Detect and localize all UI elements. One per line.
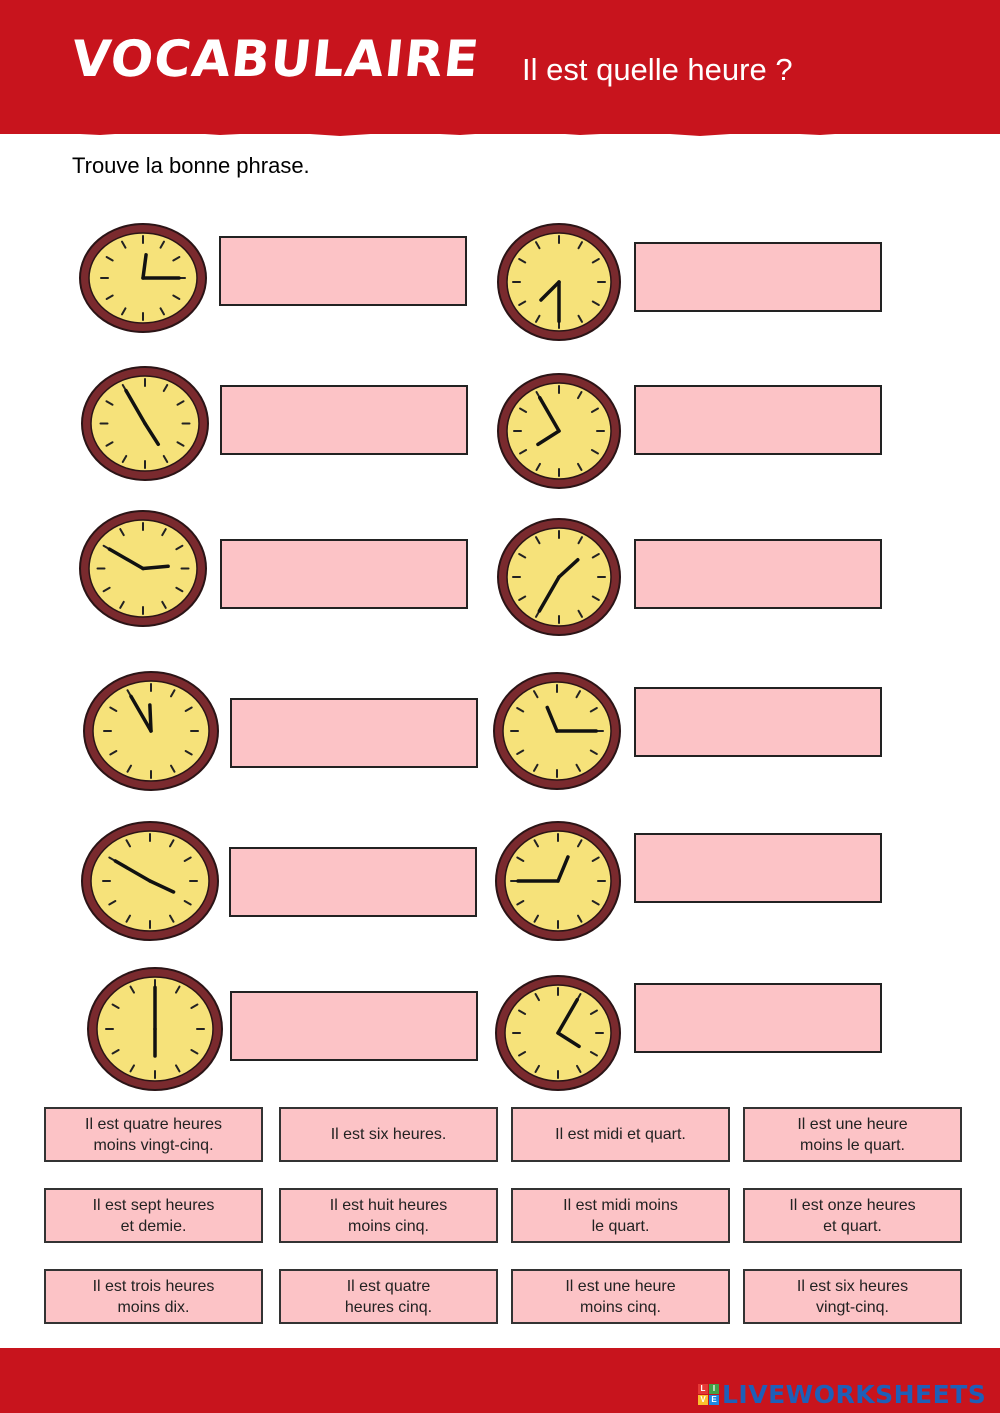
clock-face — [494, 820, 622, 942]
phrase-tile[interactable]: Il est midi moins le quart. — [511, 1188, 730, 1243]
clock-face — [80, 820, 220, 942]
answer-field[interactable] — [634, 242, 882, 312]
phrase-tile[interactable]: Il est une heure moins cinq. — [511, 1269, 730, 1324]
answer-field[interactable] — [220, 539, 468, 609]
phrase-tile[interactable]: Il est trois heures moins dix. — [44, 1269, 263, 1324]
hour-hand — [143, 566, 168, 568]
clock-face — [496, 222, 622, 342]
clock-face — [78, 509, 208, 628]
phrase-tile[interactable]: Il est midi et quart. — [511, 1107, 730, 1162]
logo-text: LIVEWORKSHEETS — [722, 1380, 987, 1409]
answer-field[interactable] — [230, 698, 478, 768]
clock-face — [496, 372, 622, 490]
phrase-tile[interactable]: Il est huit heures moins cinq. — [279, 1188, 498, 1243]
phrase-tile[interactable]: Il est une heure moins le quart. — [743, 1107, 962, 1162]
liveworksheets-logo — [698, 1380, 986, 1409]
phrase-tile[interactable]: Il est sept heures et demie. — [44, 1188, 263, 1243]
hour-hand — [150, 705, 151, 731]
answer-field[interactable] — [229, 847, 477, 917]
clock-face — [494, 974, 622, 1092]
clock-face — [86, 966, 224, 1092]
phrase-tile[interactable]: Il est quatre heures cinq. — [279, 1269, 498, 1324]
answer-field[interactable] — [634, 833, 882, 903]
answer-field[interactable] — [230, 991, 478, 1061]
answer-field[interactable] — [634, 385, 882, 455]
page-subtitle: Il est quelle heure ? — [522, 52, 793, 87]
answer-field[interactable] — [634, 687, 882, 757]
clock-face — [78, 222, 208, 334]
answer-field[interactable] — [634, 983, 882, 1053]
instruction-text: Trouve la bonne phrase. — [72, 153, 310, 178]
clock-face — [492, 671, 622, 791]
answer-field[interactable] — [634, 539, 882, 609]
clock-face — [82, 670, 220, 792]
logo-mark-icon: L I V E — [698, 1384, 719, 1405]
page-title: VOCABULAIRE — [68, 30, 483, 88]
phrase-tile[interactable]: Il est onze heures et quart. — [743, 1188, 962, 1243]
clock-face — [496, 517, 622, 637]
phrase-tile[interactable]: Il est quatre heures moins vingt-cinq. — [44, 1107, 263, 1162]
answer-field[interactable] — [220, 385, 468, 455]
answer-field[interactable] — [219, 236, 467, 306]
banner-torn-edge — [0, 126, 1000, 138]
phrase-tile[interactable]: Il est six heures vingt-cinq. — [743, 1269, 962, 1324]
clock-face — [80, 365, 210, 482]
phrase-tile[interactable]: Il est six heures. — [279, 1107, 498, 1162]
